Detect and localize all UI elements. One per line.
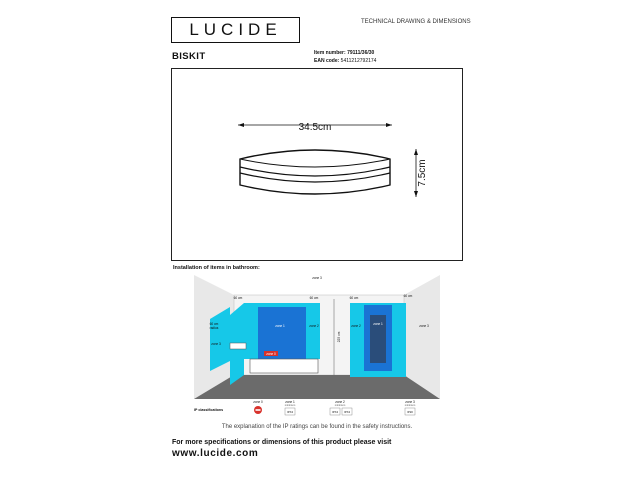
dim-60cm-d: 60 cm [403,294,413,298]
item-number-label: Item number: [314,50,346,56]
bath-zone-2-label: zone 2 [309,324,319,328]
ip-explanation-note: The explanation of the IP ratings can be found in the safety instructions. [221,424,413,430]
zone-3-left-label: zone 3 [211,342,221,346]
bathroom-zone-diagram [194,275,440,399]
ip-zone-3-title: zone 3 [405,400,415,404]
ip-classification-row [194,399,440,417]
brand-logo: LUCIDE [171,17,300,43]
shower-zone-2-label: zone 2 [351,324,361,328]
width-arrow-left [238,123,244,127]
ip-zone-0-title: zone 0 [253,400,263,404]
ip-classifications-label: IP classifications [194,408,224,412]
no-entry-icon-bar [256,409,261,411]
ceiling-light-drawing [172,69,462,260]
bathtub [250,359,318,373]
ip-zone-2-title: zone 2 [335,400,345,404]
ip-zone-2-sub: minimum [334,404,346,407]
dim-60cm-a: 60 cm [233,296,243,300]
width-arrow-right [386,123,392,127]
item-number: 79111/36/30 [347,50,375,56]
item-number-line [314,49,376,57]
dim-60cm-c: 60 cm [349,296,359,300]
ip-zone-1-title: zone 1 [285,400,295,404]
width-label: 34.5cm [298,122,332,133]
ip-zone-2-rating-b: IPX4 [343,410,351,414]
zone-3-top-label: zone 3 [312,276,322,280]
zone-0-label: zone 0 [266,352,276,356]
bath-zone-1-label: zone 1 [275,324,285,328]
footer-website-link[interactable]: www.lucide.com [172,448,259,459]
drawing-frame [171,68,463,261]
bathroom-section-title: Installation of items in bathroom: [173,265,260,271]
sink [230,343,246,349]
document-type: TECHNICAL DRAWING & DIMENSIONS [361,19,471,25]
ip-zone-3-sub: minimum [404,404,416,407]
dim-60cm-b: 60 cm [309,296,319,300]
shower-floor-zone [350,371,406,377]
ean-code: 5411212792174 [340,58,377,64]
zone-3-right-label: zone 3 [419,324,429,328]
height-arrow-top [414,149,418,155]
height-arrow-bottom [414,191,418,197]
bathroom-zones-illustration [194,275,440,399]
height-label: 7.5cm [417,159,428,187]
product-name: BISKIT [172,51,206,62]
ip-zone-1-sub: minimum [284,404,296,407]
ip-zone-1-rating: IPX4 [286,410,294,414]
ip-zone-3-rating: IP20 [407,410,413,414]
ean-label: EAN code: [314,58,340,64]
dim-60cm-radius: 60 cm [209,322,219,326]
ip-zone-2-rating-a: IPX4 [331,410,339,414]
product-meta [314,49,376,65]
footer-text: For more specifications or dimensions of this product please visit [172,439,392,446]
dim-radius-label: radius [209,326,219,330]
ip-classification-graphic [194,399,440,417]
height-marker-label: 225 cm [337,331,341,343]
ean-line [314,57,376,65]
shower-zone-1-label: zone 1 [373,322,383,326]
